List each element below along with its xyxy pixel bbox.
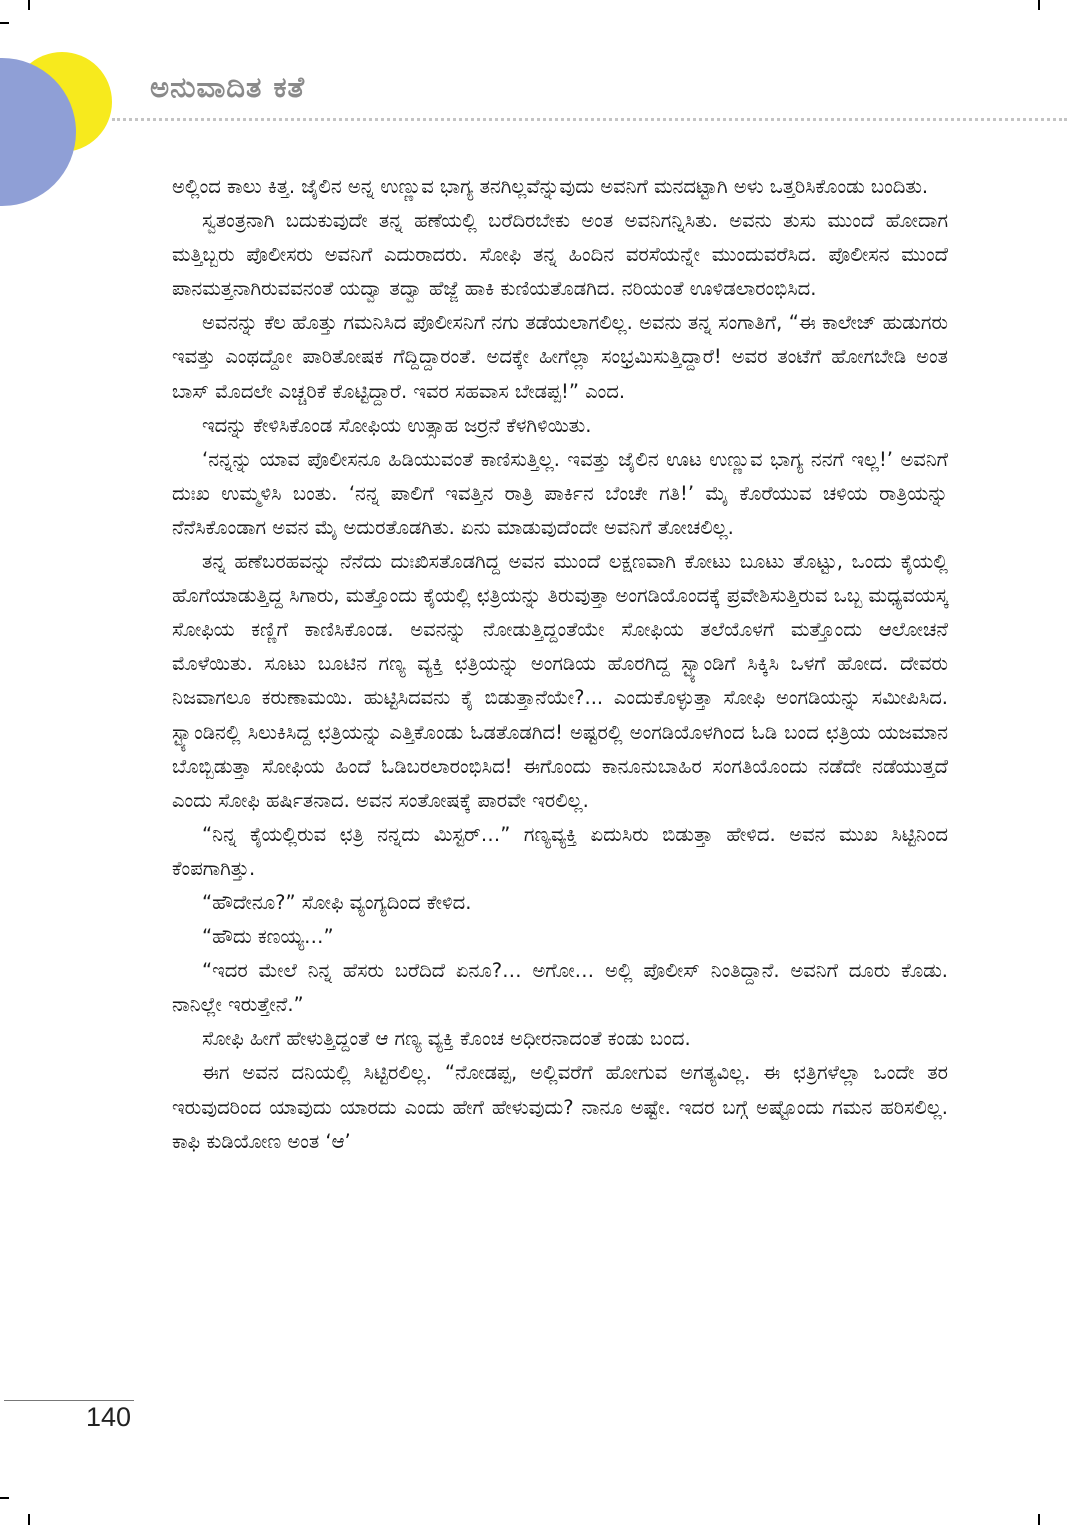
paragraph: ಈಗ ಅವನ ದನಿಯಲ್ಲಿ ಸಿಟ್ಟಿರಲಿಲ್ಲ. “ನೋಡಪ್ಪ, ಅಲ್ಲಿವರೆಗೆ ಹೋಗುವ ಅಗತ್ಯವಿಲ್ಲ. ಈ ಛತ್ರಿಗಳೆಲ್ಲಾ ಒಂದೇ ತರ ಇರುವುದರಿಂದ ಯಾವುದು ಯಾರದು ಎಂದು ಹೇಗೆ ಹೇಳುವುದು? ನಾನೂ ಅಷ್ಟೇ. ಇದರ ಬಗ್ಗೆ ಅಷ್ಟೊಂದು ಗಮನ ಹರಿಸಲಿಲ್ಲ. ಕಾಫಿ ಕುಡಿಯೋಣ ಅಂತ ‘ಆ’ — [172, 1061, 948, 1153]
page-number: 140 — [86, 1402, 132, 1432]
paragraph: ಅವನನ್ನು ಕೆಲ ಹೊತ್ತು ಗಮನಿಸಿದ ಪೊಲೀಸನಿಗೆ ನಗು ತಡೆಯಲಾಗಲಿಲ್ಲ. ಅವನು ತನ್ನ ಸಂಗಾತಿಗೆ, “ಈ ಕಾಲೇಜ್ ಹುಡುಗರು ಇವತ್ತು ಎಂಥದ್ದೋ ಪಾರಿತೋಷಕ ಗೆದ್ದಿದ್ದಾರಂತೆ. ಅದಕ್ಕೇ ಹೀಗೆಲ್ಲಾ ಸಂಭ್ರಮಿಸುತ್ತಿದ್ದಾರೆ! ಅವರ ತಂಟೆಗೆ ಹೋಗಬೇಡಿ ಅಂತ ಬಾಸ್ ಮೊದಲೇ ಎಚ್ಚರಿಕೆ ಕೊಟ್ಟಿದ್ದಾರೆ. ಇವರ ಸಹವಾಸ ಬೇಡಪ್ಪ!” ಎಂದ. — [172, 311, 948, 403]
paragraph: ಅಲ್ಲಿಂದ ಕಾಲು ಕಿತ್ತ. ಜೈಲಿನ ಅನ್ನ ಉಣ್ಣುವ ಭಾಗ್ಯ ತನಗಿಲ್ಲವೆನ್ನುವುದು ಅವನಿಗೆ ಮನದಟ್ಟಾಗಿ ಅಳು ಒತ್ತರಿಸಿಕೊಂಡು ಬಂದಿತು. — [172, 175, 929, 198]
section-header-title: ಅನುವಾದಿತ ಕತೆ — [150, 70, 306, 104]
paragraph: “ಹೌದೇನೂ?” ಸೋಫಿ ವ್ಯಂಗ್ಯದಿಂದ ಕೇಳಿದ. — [202, 890, 472, 914]
paragraph: ಸೋಫಿ ಹೀಗೆ ಹೇಳುತ್ತಿದ್ದಂತೆ ಆ ಗಣ್ಯ ವ್ಯಕ್ತಿ ಕೊಂಚ ಅಧೀರನಾದಂತೆ ಕಂಡು ಬಂದ. — [202, 1027, 691, 1051]
crop-mark-top-left-side — [0, 22, 9, 24]
header-dotted-rule — [112, 118, 1067, 121]
paragraph: ಸ್ವತಂತ್ರನಾಗಿ ಬದುಕುವುದೇ ತನ್ನ ಹಣೆಯಲ್ಲಿ ಬರೆದಿರಬೇಕು ಅಂತ ಅವನಿಗನ್ನಿಸಿತು. ಅವನು ತುಸು ಮುಂದೆ ಹೋದಾಗ ಮತ್ತಿಬ್ಬರು ಪೊಲೀಸರು ಅವನಿಗೆ ಎದುರಾದರು. ಸೋಫಿ ತನ್ನ ಹಿಂದಿನ ವರಸೆಯನ್ನೇ ಮುಂದುವರೆಸಿದ. ಪೊಲೀಸನ ಮುಂದೆ ಪಾನಮತ್ತನಾಗಿರುವವನಂತೆ ಯದ್ವಾ ತದ್ವಾ ಹೆಜ್ಜೆ ಹಾಕಿ ಕುಣಿಯತೊಡಗಿದ. ನರಿಯಂತೆ ಊಳಿಡಲಾರಂಭಿಸಿದ. — [172, 209, 948, 301]
footer-rule — [4, 1400, 134, 1401]
paragraph: ತನ್ನ ಹಣೆಬರಹವನ್ನು ನೆನೆದು ದುಃಖಿಸತೊಡಗಿದ್ದ ಅವನ ಮುಂದೆ ಲಕ್ಷಣವಾಗಿ ಕೋಟು ಬೂಟು ತೊಟ್ಟು, ಒಂದು ಕೈಯಲ್ಲಿ ಹೊಗೆಯಾಡುತ್ತಿದ್ದ ಸಿಗಾರು, ಮತ್ತೊಂದು ಕೈಯಲ್ಲಿ ಛತ್ರಿಯನ್ನು ತಿರುವುತ್ತಾ ಅಂಗಡಿಯೊಂದಕ್ಕೆ ಪ್ರವೇಶಿಸುತ್ತಿರುವ ಒಬ್ಬ ಮಧ್ಯವಯಸ್ಕ ಸೋಫಿಯ ಕಣ್ಣಿಗೆ ಕಾಣಿಸಿಕೊಂಡ. ಅವನನ್ನು ನೋಡುತ್ತಿದ್ದಂತೆಯೇ ಸೋಫಿಯ ತಲೆಯೊಳಗೆ ಮತ್ತೊಂದು ಆಲೋಚನೆ ಮೊಳೆಯಿತು. ಸೂಟು ಬೂಟಿನ ಗಣ್ಯ ವ್ಯಕ್ತಿ ಛತ್ರಿಯನ್ನು ಅಂಗಡಿಯ ಹೊರಗಿದ್ದ ಸ್ಟ್ಯಾಂಡಿಗೆ ಸಿಕ್ಕಿಸಿ ಒಳಗೆ ಹೋದ. ದೇವರು ನಿಜವಾಗಲೂ ಕರುಣಾಮಯಿ. ಹುಟ್ಟಿಸಿದವನು ಕೈ ಬಿಡುತ್ತಾನೆಯೇ?... ಎಂದುಕೊಳ್ಳುತ್ತಾ ಸೋಫಿ ಅಂಗಡಿಯನ್ನು ಸಮೀಪಿಸಿದ. ಸ್ಟ್ಯಾಂಡಿನಲ್ಲಿ ಸಿಲುಕಿಸಿದ್ದ ಛತ್ರಿಯನ್ನು ಎತ್ತಿಕೊಂಡು ಓಡತೊಡಗಿದ! ಅಷ್ಟರಲ್ಲಿ ಅಂಗಡಿಯೊಳಗಿಂದ ಓಡಿ ಬಂದ ಛತ್ರಿಯ ಯಜಮಾನ ಬೊಬ್ಬಿಡುತ್ತಾ ಸೋಫಿಯ ಹಿಂದೆ ಓಡಿಬರಲಾರಂಭಿಸಿದ! ಈಗೊಂದು ಕಾನೂನುಬಾಹಿರ ಸಂಗತಿಯೊಂದು ನಡೆದೇ ನಡೆಯುತ್ತದೆ ಎಂದು ಸೋಫಿ ಹರ್ಷಿತನಾದ. ಅವನ ಸಂತೋಷಕ್ಕೆ ಪಾರವೇ ಇರಲಿಲ್ಲ. — [172, 550, 948, 812]
crop-mark-top-right — [1038, 0, 1040, 10]
crop-mark-bottom-left-side — [0, 1497, 9, 1499]
story-body-text — [172, 170, 948, 1159]
paragraph: “ಇದರ ಮೇಲೆ ನಿನ್ನ ಹೆಸರು ಬರೆದಿದೆ ಏನೂ?… ಅಗೋ… ಅಲ್ಲಿ ಪೊಲೀಸ್ ನಿಂತಿದ್ದಾನೆ. ಅವನಿಗೆ ದೂರು ಕೊಡು. ನಾನಿಲ್ಲೇ ಇರುತ್ತೇನೆ.” — [172, 959, 948, 1017]
crop-mark-bottom-right — [1038, 1514, 1040, 1525]
paragraph: “ಹೌದು ಕಣಯ್ಯ…” — [202, 925, 334, 949]
paragraph: ಇದನ್ನು ಕೇಳಿಸಿಕೊಂಡ ಸೋಫಿಯ ಉತ್ಸಾಹ ಜರ್ರನೆ ಕೆಳಗಿಳಿಯಿತು. — [202, 413, 592, 437]
paragraph: ‘ನನ್ನನ್ನು ಯಾವ ಪೊಲೀಸನೂ ಹಿಡಿಯುವಂತೆ ಕಾಣಿಸುತ್ತಿಲ್ಲ. ಇವತ್ತು ಜೈಲಿನ ಊಟ ಉಣ್ಣುವ ಭಾಗ್ಯ ನನಗೆ ಇಲ್ಲ!’ ಅವನಿಗೆ ದುಃಖ ಉಮ್ಮಳಿಸಿ ಬಂತು. ‘ನನ್ನ ಪಾಲಿಗೆ ಇವತ್ತಿನ ರಾತ್ರಿ ಪಾರ್ಕಿನ ಬೆಂಚೇ ಗತಿ!’ ಮೈ ಕೊರೆಯುವ ಚಳಿಯ ರಾತ್ರಿಯನ್ನು ನೆನೆಸಿಕೊಂಡಾಗ ಅವನ ಮೈ ಅದುರತೊಡಗಿತು. ಏನು ಮಾಡುವುದೆಂದೇ ಅವನಿಗೆ ತೋಚಲಿಲ್ಲ. — [172, 447, 948, 539]
paragraph: “ನಿನ್ನ ಕೈಯಲ್ಲಿರುವ ಛತ್ರಿ ನನ್ನದು ಮಿಸ್ಟರ್…” ಗಣ್ಯವ್ಯಕ್ತಿ ಏದುಸಿರು ಬಿಡುತ್ತಾ ಹೇಳಿದ. ಅವನ ಮುಖ ಸಿಟ್ಟಿನಿಂದ ಕೆಂಪಗಾಗಿತ್ತು. — [172, 822, 948, 880]
crop-mark-top-left — [28, 0, 30, 10]
crop-mark-bottom-left — [28, 1514, 30, 1525]
